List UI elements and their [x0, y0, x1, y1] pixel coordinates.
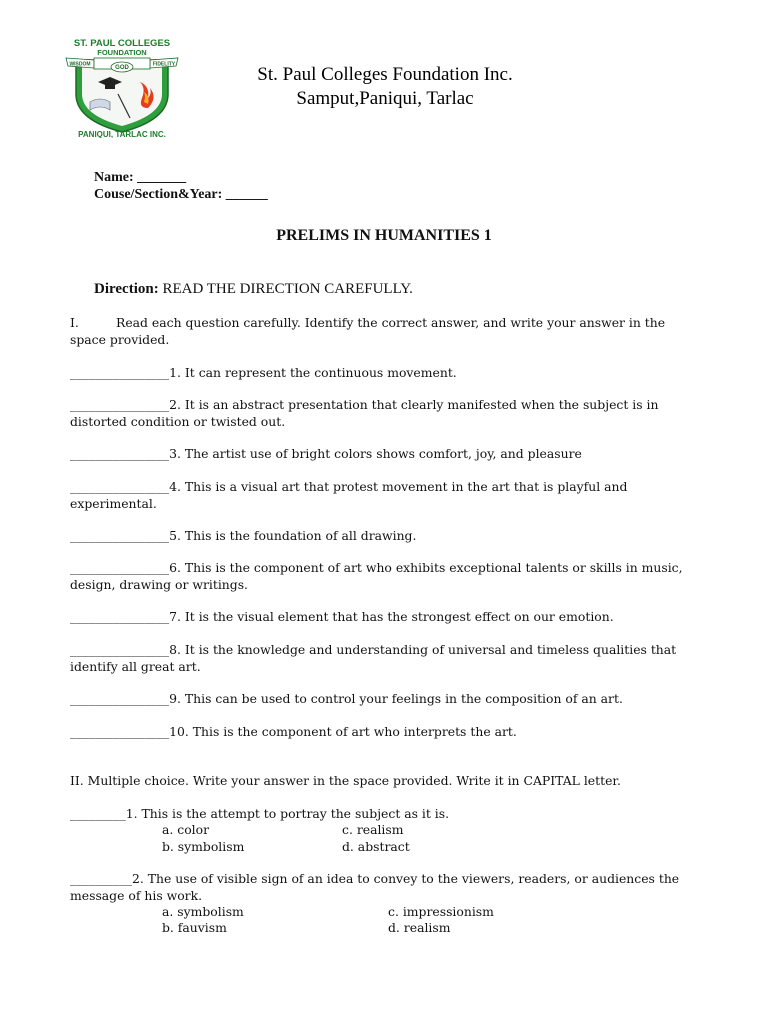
question-item[interactable]: ________________1. It can represent the continuous movement. [70, 365, 457, 380]
section1-instruction [70, 315, 690, 348]
direction [94, 281, 413, 298]
school-address: Samput,Paniqui, Tarlac [296, 88, 474, 109]
exam-title: PRELIMS IN HUMANITIES 1 [276, 227, 492, 244]
logo-banner-center: GOD [115, 65, 129, 72]
direction-label: Direction: [94, 281, 159, 297]
question-item[interactable]: ________________6. This is the component of art who exhibits exceptional talents or skills in music, design, drawing or writings. [70, 560, 683, 592]
mc-question-1[interactable]: _________1. This is the attempt to portray the subject as it is. [70, 806, 450, 821]
direction-text: READ THE DIRECTION CAREFULLY. [158, 281, 413, 297]
logo-banner-left: WISDOM [69, 61, 91, 68]
section2-instruction: II. Multiple choice. Write your answer in the space provided. Write it in CAPITAL letter. [70, 773, 621, 788]
mc1-option-d: d. abstract [342, 839, 410, 854]
mc2-option-d: d. realism [388, 920, 451, 935]
section1-number: I. [70, 315, 79, 330]
mc1-option-a: a. color [162, 822, 210, 837]
question-item[interactable]: ________________9. This can be used to control your feelings in the composition of an art. [70, 691, 623, 706]
logo-banner-right: FIDELITY [152, 61, 176, 68]
question-item[interactable]: ________________4. This is a visual art that protest movement in the art that is playful and experimental. [70, 479, 628, 511]
question-item[interactable]: ________________7. It is the visual element that has the strongest effect on our emotion. [70, 609, 614, 624]
question-item[interactable]: ________________2. It is an abstract presentation that clearly manifested when the subject is in distorted condition or twisted out. [70, 397, 659, 429]
logo-top-text: ST. PAUL COLLEGES [73, 38, 171, 49]
mc2-option-b: b. fauvism [162, 920, 227, 935]
question-item[interactable]: ________________8. It is the knowledge and understanding of universal and timeless qualities that identify all great art. [70, 642, 677, 674]
mc1-option-b: b. symbolism [162, 839, 245, 854]
question-item[interactable]: ________________5. This is the foundation of all drawing. [70, 528, 417, 543]
mc2-option-c: c. impressionism [388, 904, 494, 919]
course-field[interactable]: Couse/Section&Year: ______ [94, 187, 268, 202]
school-logo [60, 36, 184, 138]
mc2-option-a: a. symbolism [162, 904, 244, 919]
question-item[interactable]: ________________10. This is the component of art who interprets the art. [70, 724, 517, 739]
section1-instruction-text: Read each question carefully. Identify the correct answer, and write your answer in the space provided. [70, 315, 666, 347]
logo-bottom-text: PANIQUI, TARLAC INC. [78, 130, 166, 138]
question-item[interactable]: ________________3. The artist use of bright colors shows comfort, joy, and pleasure [70, 446, 582, 461]
school-seal-icon [60, 36, 184, 138]
mc1-option-c: c. realism [342, 822, 404, 837]
mc-question-2[interactable]: __________2. The use of visible sign of an idea to convey to the viewers, readers, or audiences the message of his work. [70, 871, 680, 903]
logo-top-text-2: FOUNDATION [97, 48, 147, 57]
name-field[interactable]: Name: _______ [94, 170, 187, 185]
school-name: St. Paul Colleges Foundation Inc. [257, 64, 513, 85]
